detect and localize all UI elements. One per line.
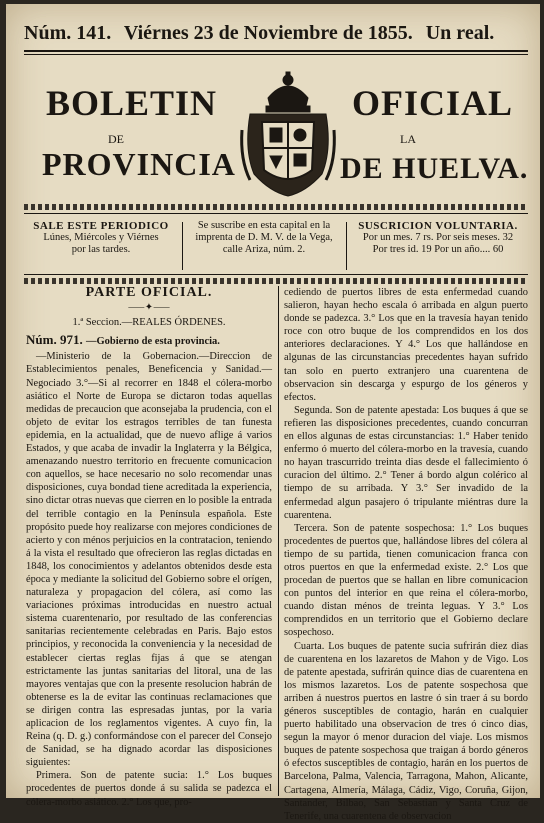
flourish-icon: ⸺✦⸺	[127, 302, 171, 314]
title-la: LA	[400, 132, 416, 146]
header-rule	[24, 50, 528, 52]
subscription-prices-line-1: Por un mes. 7 rs. Por seis meses. 32	[362, 232, 514, 243]
subscription-place-line-3: calle Ariza, núm. 2.	[222, 244, 306, 255]
header-rule-thin	[24, 54, 528, 55]
right-paragraph-4: Cuarta. Los buques de patente sucia sufrirán diez dias de cuarentena en los lazaretos de Mahon y de Vigo. Los de patente apestada, sufrirán quince dias de cuarentena en los mismos lazaretos. Los de patente sospechosa que arriben á nuestros puertos en lastre ó sin traer á su bordo géneros susceptibles de contagio, harán en cualquier puerto habilitado una observacion de tres ó cinco dias, segun la mayor ó menor duracion del viaje. Los mismos buques de patente sospechosa que traigan á bordo géneros ó efectos susceptibles de contagio, harán en los puertos de Barcelona, Palma, Valencia, Tarragona, Mahon, Alicante, Cartagena, Almería, Málaga, Cádiz, Vigo, Coruña, Gijon, Santander, Bilbao, San Sebastian y Santa Cruz de Tenerife, una cuarentena de observacion	[284, 640, 528, 822]
periodicity-days: Lúnes, Miércoles y Viérnes	[43, 232, 159, 243]
subscription-place-line-2: imprenta de D. M. V. de la Vega,	[195, 232, 333, 243]
decree-number-text: Núm. 971.	[26, 332, 83, 348]
right-paragraph-1: cediendo de puertos libres de esta enfermedad cuando salieron, hayan hecho escala ó arribada en algun puerto donde se padezca. 3.° Los que en la travesía hayan tenido roce con otro buque de los comprendidos en los dos anteriores declaraciones. Y 4.° Los que hallándose en algunas de las circunstancias precedentes hayan sufrido tan solo en puerto extranjero una cuarentena de observacion sin descarga y espurgo de los géneros y efectos.	[284, 287, 528, 403]
right-paragraph-3: Tercera. Son de patente sospechosa: 1.° Los buques procedentes de puertos que, hallándose libres del cólera al tiempo de su partida, tienen comunicacion franca con otros puertos en que la enfermedad existe. 2.° Los que procedan de puertos que se hallan en libre comunicacion con puntos del interior en que reina el cólera-morbo, cuando distan ménos de treinta leguas. Y 3.° Los comprendidos en un territorio que el Gobierno declare sospechoso.	[284, 522, 528, 639]
info-separator-2	[346, 222, 347, 270]
ornamental-border-top	[24, 204, 528, 210]
masthead-dateline	[24, 22, 524, 45]
decree-paragraph-2: Primera. Son de patente sucia: 1.° Los buques procedentes de puertos donde á su salida se padezca el cólera-morbo asiático. 2.° Los que, pro-	[26, 770, 272, 808]
info-periodicity	[26, 220, 176, 272]
issue-number: Núm. 141.	[24, 22, 112, 44]
coat-of-arms-icon	[240, 70, 336, 200]
subscription-heading: SUSCRICION VOLUNTARIA.	[358, 220, 518, 232]
section-title: PARTE OFICIAL.	[85, 285, 213, 300]
column-separator	[278, 286, 279, 796]
title-boletin: BOLETIN	[46, 83, 218, 123]
title-de-huelva: DE HUELVA.	[340, 152, 529, 185]
decree-issuer: —Gobierno de esta provincia.	[85, 336, 220, 348]
decree-paragraph-1: —Ministerio de la Gobernacion.—Direccion de Establecimientos penales, Beneficencia y Sanidad.—Negociado 3.°—Si al recorrer en 1848 el cólera-morbo asiático el Norte de Europa se dictaron todas aquellas medidas de precaucion que aconsejaba la prudencia, con el objeto de evitar los estragos terribles de tan funesta epidemia, en la actualidad, que de nuevo aflige á varios Estados, y que acaba de invadir la Inglaterra y la Bélgica, amenazando nuestro territorio en frecuente comunicacion con aquellos, se hace necesario no solo recomendar unas disposiciones, cuya bondad tiene acreditada la experiencia, sino dictar otras nuevas que cierren en lo posible la entrada del terrible contagio en la Península española. Este propósito puede hoy realizarse con mejores condiciones de acierto y con ménos perjuicios en la contratacion, teniendo á la vista el resultado que ofrecieron las reglas dictadas en 1848, los conocimientos y adelantos obtenidos desde esta época y mediante la solicitud del Gobierno sobre el orígen, naturaleza y propagacion del cólera, así como las variaciones próximas introducidas en nuestro actual sistema cuarentenario, por resultado de las conferencias sanitarias recientemente celebradas en Paris. Bajo estos principios, y reconocida la conveniencia y la necesidad de establecer ciertas reglas fijas á que se atengan estrictamente las juntas sanitarias del litoral, una de las mayores ventajas que con la presente resolucion habrán de obtenerse es la de evitar las continuas reclamaciones que se dirigen contra las espresadas juntas, por la varia aplicacion de los reglamentos vigentes. A cuyo fin, la Reina (q. D. g.) conformándose con el parecer del Consejo de Sanidad, se ha dignado acordar las disposiciones siguientes:	[26, 351, 272, 769]
periodicity-heading: SALE ESTE PERIODICO	[33, 220, 169, 232]
issue-price: Un real.	[425, 22, 495, 44]
subscription-place-line-1: Se suscribe en esta capital en la	[197, 220, 331, 231]
issue-date: Viérnes 23 de Noviembre de 1855.	[123, 22, 413, 44]
title-de: DE	[108, 132, 124, 146]
title-provincia: PROVINCIA	[42, 146, 236, 182]
info-subscription-prices	[348, 220, 528, 272]
info-separator-1	[182, 222, 183, 270]
left-column	[26, 284, 272, 808]
section-subtitle: 1.ª Seccion.—REALES ÓRDENES.	[72, 317, 226, 329]
info-rule-bottom	[24, 274, 528, 275]
periodicity-time: por las tardes.	[71, 244, 131, 255]
newspaper-page	[6, 4, 540, 822]
info-rule-top	[24, 213, 528, 214]
right-paragraph-2: Segunda. Son de patente apestada: Los buques á que se refieren las disposiciones precedentes, cuando concurran en ellos algunas de estas circunstancias: 1.° Haber tenido enfermo ó muerto del cólera-morbo en la travesía, cuando no hayan trascurrido treinta dias desde el fallecimiento ó curacion del último. 2.° Tener á bordo algun colérico al tiempo de su arribada. Y 3.° Ser invadido de la enfermedad algun pasajero ó tripulante miéntras dure la cuarentena.	[284, 404, 528, 521]
subscription-prices-line-2: Por tres id. 19 Por un año.... 60	[372, 244, 504, 255]
right-column	[284, 286, 528, 822]
info-subscription-place	[184, 220, 344, 272]
decree-number	[26, 333, 272, 348]
title-oficial: OFICIAL	[352, 83, 514, 123]
